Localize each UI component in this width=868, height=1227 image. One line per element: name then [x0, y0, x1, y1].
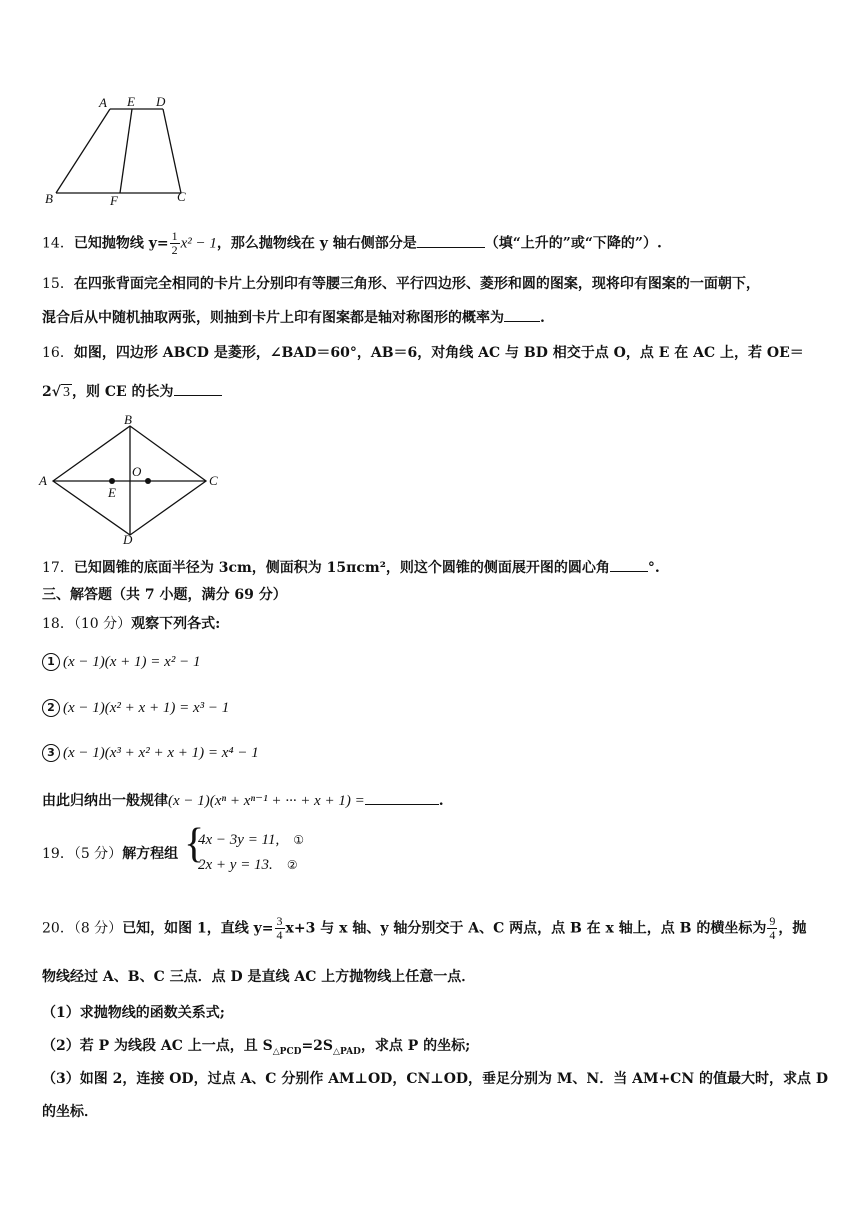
section-3-title: 三、解答题（共 7 小题，满分 69 分） [42, 587, 287, 603]
question-20-part3-line2: 的坐标． [42, 1104, 98, 1120]
label-C: C [209, 473, 218, 488]
label-B: B [124, 413, 132, 427]
question-16-line2: 2√ 3 ，则 CE 的长为 [42, 381, 222, 403]
fraction-9-4: $\frac{9}{4}$ [769, 914, 776, 942]
answer-blank [504, 307, 540, 322]
label-F: F [110, 193, 118, 208]
question-19: 19．（5 分）解方程组 [42, 846, 179, 862]
question-15-line2: 混合后从中随机抽取两张，则抽到卡片上印有图案都是轴对称图形的概率为 . [42, 307, 545, 328]
rhombus-figure [36, 413, 226, 545]
question-18-eq1: 1 (x − 1)(x + 1) = x² − 1 [42, 652, 200, 672]
question-20-part2: （2）若 P 为线段 AC 上一点，且 $S_{\triangle PCD}=2S_{\triangle PAD}$，求点 P 的坐标; [42, 1038, 471, 1057]
label-C: C [177, 189, 186, 204]
question-20-part1: （1）求抛物线的函数关系式; [42, 1005, 225, 1021]
fraction-half: $\frac{1}{2}$ [171, 229, 178, 257]
sqrt-symbol: √ 3 [51, 384, 70, 400]
question-16-line1: 16．如图，四边形 ABCD 是菱形，∠BAD＝60°，AB＝6，对角线 AC 与 BD 相交于点 O，点 E 在 AC 上，若 OE＝ [42, 345, 804, 361]
question-15-line1: 15．在四张背面完全相同的卡片上分别印有等腰三角形、平行四边形、菱形和圆的图案，现将印有图案的一面朝下， [42, 276, 760, 292]
question-14: 14．已知抛物线 y= $\frac{1}{2}$ x² − 1，那么抛物线在 y 轴右侧部分是 （填“上升的”或“下降的”）. [42, 229, 662, 257]
question-18-eq2: 2 (x − 1)(x² + x + 1) = x³ − 1 [42, 698, 229, 718]
question-17: 17．已知圆锥的底面半径为 3cm，侧面积为 15πcm²，则这个圆锥的侧面展开图的圆心角 °. [42, 557, 660, 578]
equation-system: { 4x − 3y = 11, ① 2x + y = 13. ② [184, 821, 304, 873]
fraction-3-4: $\frac{3}{4}$ [276, 914, 283, 942]
circled-number-3: 3 [42, 744, 60, 762]
trapezoid-figure [40, 92, 200, 212]
label-A: A [39, 473, 47, 488]
circled-number-2: 2 [42, 699, 60, 717]
answer-blank [610, 557, 648, 572]
label-E: E [127, 94, 135, 109]
question-18-eq3: 3 (x − 1)(x³ + x² + x + 1) = x⁴ − 1 [42, 743, 259, 763]
question-18-general: 由此归纳出一般规律(x − 1)(xⁿ + xⁿ⁻¹ + ··· + x + 1) = . [42, 790, 444, 811]
circled-number-1: 1 [42, 653, 60, 671]
label-B: B [45, 191, 53, 206]
answer-blank [417, 233, 485, 248]
label-O: O [132, 464, 142, 479]
question-20-line2: 物线经过 A、B、C 三点．点 D 是直线 AC 上方抛物线上任意一点． [42, 969, 476, 985]
brace-symbol: { [184, 821, 205, 867]
question-20-line1: 20．（8 分）已知，如图 1，直线 y= $\frac{3}{4}$ x+3 与 x 轴、y 轴分别交于 A、C 两点，点 B 在 x 轴上，点 B 的横坐标为 $\frac{9}{4}$ ，抛 [42, 914, 807, 942]
question-20-part3-line1: （3）如图 2，连接 OD，过点 A、C 分别作 AM⊥OD，CN⊥OD，垂足分别为 M、N．当 AM+CN 的值最大时，求点 D [42, 1071, 829, 1087]
answer-blank [365, 790, 439, 805]
label-A: A [99, 95, 107, 110]
question-18: 18．（10 分）观察下列各式: [42, 616, 221, 632]
label-E: E [108, 485, 116, 500]
label-D: D [123, 532, 133, 545]
label-D: D [156, 94, 166, 109]
answer-blank [174, 381, 222, 396]
